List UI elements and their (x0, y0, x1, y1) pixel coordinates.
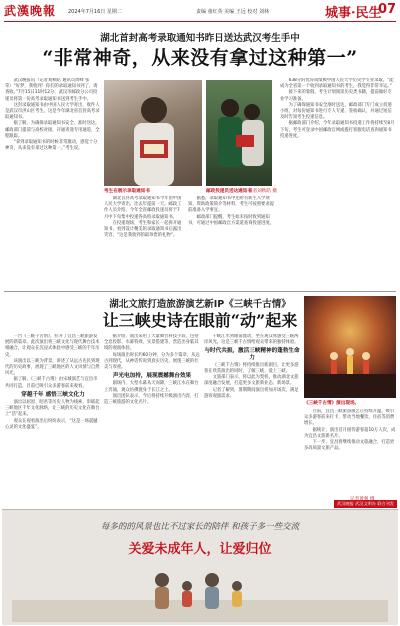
page-number: 07 (378, 2, 397, 17)
issue-date: 2024年7月16日 星期二 (68, 9, 122, 15)
postman-photo-illustration (206, 80, 272, 186)
paragraph: 为了确保通知书安全准时送达，邮政部门专门成立投递小组，对每份通知书进行专人专递、签收确认，并通过短信及时告知考生投递信息。 (280, 102, 392, 121)
article-divider (4, 291, 396, 292)
paragraph: 目前，宜昌三峡旅游演艺正持续升温，吸引众多游客前来打卡，带动当地餐饮、住宿等消费增长。 (304, 409, 395, 427)
stage-performance-illustration (304, 296, 396, 398)
article2-kicker: 湖北文旅打造旅游演艺新IP《三峡千古情》 (109, 299, 291, 310)
article2-photo-caption: 《三峡千古情》演出现场。 (304, 401, 360, 406)
article2-headline: 让三峡史诗在眼前“动”起来 (102, 311, 298, 330)
paragraph: 接下来的暑假，考生计划阅读历史类书籍，提前做好专业学习准备。 (280, 90, 392, 102)
ad-family-illustration (12, 560, 388, 622)
paragraph: 据统计，演出首月接待游客超10万人次，成为宜昌文旅新名片。 (304, 427, 396, 439)
article2-subhead-2: 声光电加持，展现震撼舞台效果 (112, 373, 192, 380)
paragraph: 剧场内，大型水幕从天而降，三峡江水在舞台上奔涌，观众仿佛置身于长江之上。 (104, 381, 199, 393)
paragraph: 《三峡千古情》将持续推出新剧目，让更多游客在欣赏演出的同时，了解三峡、爱上三峡。 (204, 362, 299, 375)
article1-column-1 (5, 78, 101, 288)
newspaper-logo: 武漢晚報 (4, 4, 57, 18)
article1-column-2a (104, 196, 184, 288)
ad-handwriting: 每多的的风景也比不过家长的陪伴 和孩子多一些交流 (100, 522, 300, 532)
article2-column-3 (204, 334, 300, 504)
masthead (0, 0, 400, 22)
paragraph: 每场演出时长约60分钟，分为多个篇章，从远古到现代，从神话传说到真实历史，展现三峡的壮美与厚重。 (104, 352, 200, 371)
article1-column-3 (280, 78, 395, 288)
student-photo-illustration (104, 80, 202, 186)
paragraph: 据了解，《三峡千古情》由宋城演艺与宜昌市共同打造，目前已吸引众多游客前来观看。 (5, 377, 98, 389)
paragraph: “拿到录取通知书的时候非常激动，感觉十分神奇，从来没有拿过这种第一。”考生说。 (5, 140, 98, 152)
article1-photo2-caption: 邮政投递员送达通知书 (206, 189, 252, 194)
editor-credits: 责编 童红英 美编 王远 校对 刘林 (196, 9, 269, 15)
article2-subhead-3: 与时代共振，激活三峡精神的蓬勃生命力 (204, 348, 300, 361)
paragraph: 演出团队表示，今后将持续升级演出内容，打造三峡旅游的文化名片。 (104, 393, 199, 406)
article1-photo1-caption: 考生在展示录取通知书 (104, 189, 150, 194)
paragraph: 一台《三峡千古情》，拉开了宜昌三峡旅游发展的新篇章。此次演出将三峡文化与现代舞台技术相融合，让观众在沉浸式体验中感受三峡的千年历史。 (5, 334, 100, 358)
paragraph: 据了解，为确保录取通知书安全、准时送达，邮政部门提前与高校对接，开通寄递专用通道，全程跟踪。 (5, 121, 100, 139)
paragraph: 湖北首封高考录取通知书今年由中国人民大学寄出，比去年提前一天。邮政工作人员介绍，今年全省邮政投递员将于7月中下旬集中投递各高校录取通知书。 (104, 196, 182, 220)
article1-photo-postman (206, 80, 272, 186)
paragraph: 据邮政部门介绍，今年录取通知书投递工作将持续至8月下旬，考生可登录中国邮政官网或拨打客服电话查询通知书投递进度。 (280, 121, 395, 139)
paragraph: 据悉，录取通知书中还附有新生入学须知、资助政策简介等材料，考生可按照要求提前准备入学事宜。 (188, 196, 274, 214)
paragraph: 演出以屈原、昭君等历史人物为线索，串联起三峡地区千年文化脉络，让三峡的历史文化在舞台上“活”起来。 (5, 400, 100, 418)
paragraph: 千峡江水到眼前流动，坐在观众席感受三峡两岸风光，这是三峡千古情给观众带来的独特体验。 (204, 334, 299, 346)
paragraph: 该演出以三峡为背景，讲述了从远古先民到现代的历史故事，展现了三峡地区的人文风情与自然风光。 (5, 358, 100, 377)
paragraph: 638分的优异成绩被中国人民大学历史学专业录取。“能成为全省第一个收到录取通知书的考生，我觉得非常幸运。” (280, 78, 394, 90)
article1-kicker: 湖北首封高考录取通知书昨日送达武汉考生手中 (100, 33, 300, 44)
article2-column-4 (304, 409, 396, 495)
article2-column-2 (104, 334, 200, 504)
ad-editor-tag: 武汉晚报 武汉文明办 联合刊发 (334, 500, 397, 508)
paragraph: 记者了解到，暑期期间演出将加开场次，满足游客观演需求。 (204, 387, 299, 399)
article1-headline: “非常神奇，从来没有拿过这种第一” (42, 47, 358, 69)
paragraph: 文旅部门表示，将以此为契机，推动湖北文旅深度融合发展，打造更多文旅新业态、新场景。 (204, 375, 299, 387)
section-title: 城事·民生 (325, 6, 382, 21)
paragraph: 邮政部门提醒，考生如未按时收到通知书，可通过中国邮政官方渠道查询投递进度。 (188, 214, 274, 226)
article1-column-2b (188, 196, 276, 288)
paragraph: 这封录取通知书由中国人民大学寄出，收件人是武汉市洪山区考生。这是今年湖北省首封高考录取通知书。 (5, 102, 100, 121)
article2-column-1 (5, 334, 101, 504)
header-rule (4, 21, 396, 22)
article1-photo-credit: 记者刘秋皓 摄 (248, 189, 278, 194)
paragraph: 据介绍，演出采用了大量舞台科技手段，包括全息投影、水幕特效、实景搭建等，营造出身临其境的观演体验。 (104, 334, 199, 352)
paragraph: 在投递现场，考生和家长一起拆开通知书，看到设计精美的录取通知书后露出笑容，“这是我收到的最珍贵的礼物”。 (104, 220, 182, 239)
ad-title: 关爱未成年人，让爱归位 (128, 542, 272, 557)
article1-photo-student (104, 80, 202, 186)
paragraph: 下一步，宜昌将继续推动文旅融合，打造更多高质量文旅产品。 (304, 440, 395, 452)
paragraph: 武汉晚报讯（记者刘秋皓 通讯员周峰 张荣）“好梦，我收到！你们的录取通知书到了，请查收。”7月15日11时12分，武汉市邮政分公司投递员将第一份高考录取通知书送到考生手中。 (5, 78, 98, 102)
article2-photo-show (304, 296, 396, 398)
article2-subhead-1: 穿越千年 感悟三峡文化力 (21, 391, 85, 398)
paragraph: 观众在观看演出后纷纷表示，“这是一场震撼心灵的文化盛宴”。 (5, 418, 98, 430)
